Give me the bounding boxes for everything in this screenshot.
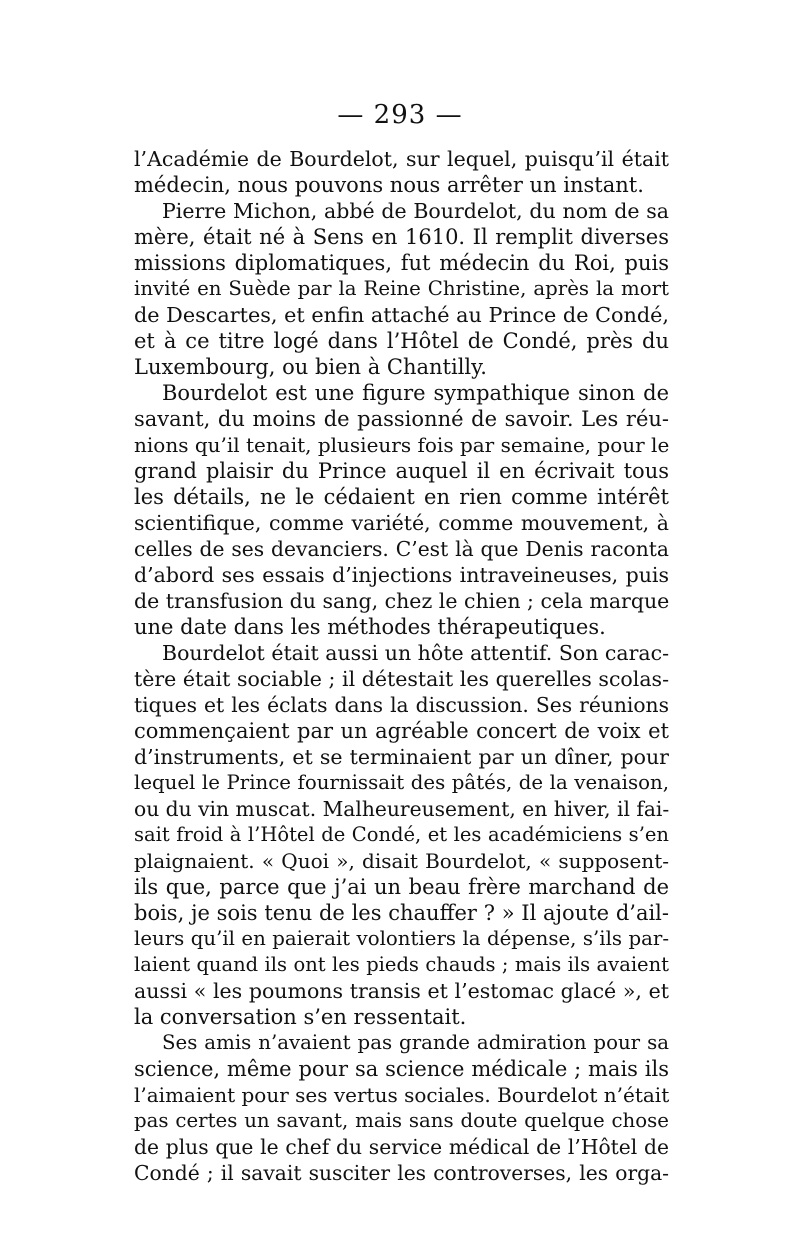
text-line: Condé ; il savait susciter les controverses, les orga-: [134, 1161, 669, 1185]
text-line: l’aimaient pour ses vertus sociales. Bourdelot n’était: [134, 1083, 670, 1107]
text-line: bois, je sois tenu de les chauffer ? » Il ajoute d’ail-: [134, 901, 669, 925]
text-line: médecin, nous pouvons nous arrêter un instant.: [134, 173, 644, 197]
text-line: de transfusion du sang, chez le chien ; cela marque: [134, 589, 670, 613]
text-line: de plus que le chef du service médical de l’Hôtel de: [134, 1135, 669, 1159]
text-line: la conversation s’en ressentait.: [134, 1005, 467, 1029]
text-line: les détails, ne le cédaient en rien comme intérêt: [134, 485, 669, 509]
text-line: Luxembourg, ou bien à Chantilly.: [134, 355, 487, 379]
page-number: — 293 —: [337, 100, 463, 130]
text-line: lequel le Prince fournissait des pâtés, de la venaison,: [134, 771, 669, 794]
text-line: commençaient par un agréable concert de voix et: [134, 719, 669, 743]
text-line: plaignaient. « Quoi », disait Bourdelot, « supposent-: [134, 849, 669, 873]
text-line: grand plaisir du Prince auquel il en écrivait tous: [134, 459, 669, 483]
text-line: Bourdelot est une figure sympathique sinon de: [162, 381, 669, 405]
text-line: d’instruments, et se terminaient par un dîner, pour: [134, 745, 669, 769]
text-line: de Descartes, et enfin attaché au Prince de Condé,: [134, 303, 669, 327]
text-line: ils que, parce que j’ai un beau frère marchand de: [134, 875, 669, 899]
text-line: Bourdelot était aussi un hôte attentif. Son carac-: [162, 641, 670, 665]
text-line: d’abord ses essais d’injections intraveineuses, puis: [134, 563, 669, 587]
text-line: scientifique, comme variété, comme mouvement, à: [134, 511, 669, 535]
text-line: Ses amis n’avaient pas grande admiration pour sa: [162, 1031, 669, 1054]
text-line: missions diplomatiques, fut médecin du Roi, puis: [134, 251, 669, 275]
text-line: ou du vin muscat. Malheureusement, en hiver, il fai-: [134, 797, 670, 821]
text-line: une date dans les méthodes thérapeutiques.: [134, 615, 606, 639]
text-line: pas certes un savant, mais sans doute quelque chose: [134, 1109, 669, 1132]
text-line: nions qu’il tenait, plusieurs fois par semaine, pour le: [134, 433, 670, 457]
text-line: tère était sociable ; il détestait les querelles scolas-: [134, 667, 669, 691]
text-line: laient quand ils ont les pieds chauds ; mais ils avaient: [134, 953, 669, 976]
text-line: savant, du moins de passionné de savoir. Les réu-: [134, 407, 669, 431]
text-line: sait froid à l’Hôtel de Condé, et les académiciens s’en: [134, 823, 669, 846]
text-line: et à ce titre logé dans l’Hôtel de Condé, près du: [134, 329, 669, 353]
text-line: celles de ses devanciers. C’est là que Denis raconta: [134, 537, 669, 561]
body-text: [134, 146, 669, 1186]
text-line: leurs qu’il en paierait volontiers la dépense, s’ils par-: [134, 927, 669, 950]
text-line: mère, était né à Sens en 1610. Il remplit diverses: [134, 225, 669, 249]
text-line: Pierre Michon, abbé de Bourdelot, du nom de sa: [162, 199, 669, 223]
text-line: aussi « les poumons transis et l’estomac glacé », et: [134, 979, 669, 1003]
text-line: science, même pour sa science médicale ; mais ils: [134, 1057, 669, 1081]
text-line: tiques et les éclats dans la discussion. Ses réunions: [134, 693, 669, 717]
text-line: invité en Suède par la Reine Christine, après la mort: [134, 277, 669, 300]
text-line: l’Académie de Bourdelot, sur lequel, puisqu’il était: [134, 147, 669, 171]
